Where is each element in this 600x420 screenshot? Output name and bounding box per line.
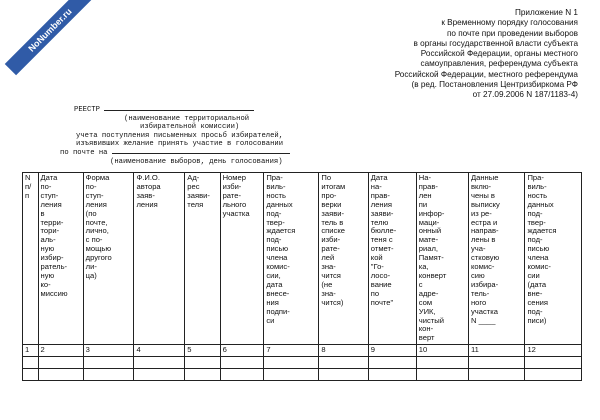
column-header-text: виль- xyxy=(527,181,547,191)
table-cell xyxy=(368,357,416,369)
column-header-text: комис- xyxy=(266,262,290,272)
column-header-text: изби- xyxy=(321,235,341,245)
table-cell xyxy=(83,369,134,381)
column-number: 7 xyxy=(264,345,319,357)
column-header-text: ного xyxy=(470,297,487,307)
registry-title: РЕЕСТР xyxy=(74,106,100,114)
column-header-text: заяви- xyxy=(370,208,394,218)
table-cell xyxy=(416,357,468,369)
column-header-text: зна- xyxy=(321,262,336,272)
commission-caption: (наименование территориальной xyxy=(124,114,250,123)
table-cell xyxy=(220,357,264,369)
column-header-text: На- xyxy=(418,173,432,182)
table-cell xyxy=(220,369,264,381)
column-header-text: ления xyxy=(136,199,158,209)
column-header-text: виль- xyxy=(266,181,286,191)
registry-heading xyxy=(60,106,300,166)
column-header-text: почте, xyxy=(85,217,108,227)
table-empty-row xyxy=(23,357,582,369)
column-header-text: ную xyxy=(40,244,55,254)
column-header-text: под- xyxy=(527,306,543,316)
column-header-text: лосо- xyxy=(370,270,391,280)
column-header-text: выписку xyxy=(470,199,500,209)
column-header-text: Памят- xyxy=(418,253,444,263)
column-header-text: списке xyxy=(321,226,345,236)
column-header-text: ко- xyxy=(40,279,51,289)
column-header-text: зна- xyxy=(321,288,336,298)
column-header-text: По xyxy=(321,173,332,182)
column-number: 6 xyxy=(220,345,264,357)
column-header-text: с xyxy=(418,279,423,289)
table-header-row xyxy=(23,173,582,345)
column-header xyxy=(319,173,368,345)
column-header xyxy=(38,173,83,345)
column-header xyxy=(468,173,524,345)
table-cell xyxy=(525,357,582,369)
commission-caption-2: избирательной комиссии) xyxy=(140,123,240,132)
table-cell xyxy=(185,357,220,369)
column-number: 3 xyxy=(83,345,134,357)
by-mail-label: по почте на xyxy=(60,148,108,157)
column-header xyxy=(23,173,39,345)
column-header-text: Дата xyxy=(40,173,58,182)
column-header-text: под- xyxy=(527,235,543,245)
column-header-text: теня с xyxy=(370,235,393,245)
column-header-text: тори- xyxy=(40,226,60,236)
column-header-text: чится xyxy=(321,270,341,280)
column-header-text: Пра- xyxy=(266,173,283,182)
column-header-text: комис- xyxy=(527,262,551,272)
column-header-text: ца) xyxy=(85,270,97,280)
column-header-text: из ре- xyxy=(470,208,492,218)
column-header-text: конверт xyxy=(418,270,447,280)
column-header-text: миссию xyxy=(40,288,68,298)
column-header-text: чится) xyxy=(321,297,344,307)
column-header-text: лен xyxy=(418,190,432,200)
appendix-line: (в ред. Постановления Центризбиркома РФ xyxy=(411,80,578,90)
column-header-text: тель в xyxy=(321,217,344,227)
column-header-text: ления xyxy=(370,199,392,209)
column-header-text: ления xyxy=(85,199,107,209)
column-header-text: изби- xyxy=(222,181,242,191)
column-header-text: Форма xyxy=(85,173,110,182)
column-header-text: тель- xyxy=(470,288,490,298)
column-header-text: п xyxy=(25,190,30,200)
column-header-text: п/ xyxy=(25,181,32,191)
column-header-text: сии xyxy=(527,270,540,280)
column-header-text: Ф.И.О. xyxy=(136,173,160,182)
column-header-text: Номер xyxy=(222,173,246,182)
column-header-text: заяв- xyxy=(136,190,155,200)
column-header-text: теля xyxy=(187,199,204,209)
table-cell xyxy=(264,369,319,381)
column-header-text: уча- xyxy=(470,244,486,254)
column-header-text: рате- xyxy=(222,190,242,200)
column-number: 4 xyxy=(134,345,185,357)
appendix-line: Приложение N 1 xyxy=(514,8,578,17)
column-header-text: льного xyxy=(222,199,247,209)
column-header xyxy=(368,173,416,345)
column-header-text: естра и xyxy=(470,217,498,227)
column-header-text: сения xyxy=(527,297,549,307)
column-header-text: в xyxy=(40,208,45,218)
column-header-text: сии, xyxy=(266,270,281,280)
column-header-text: рес xyxy=(187,181,200,191)
column-header-text: аль- xyxy=(40,235,56,245)
appendix-line: в органы государственной власти субъекта xyxy=(413,38,578,48)
column-header-text: отмет- xyxy=(370,244,394,254)
table-empty-row xyxy=(23,369,582,381)
purpose-line-1: учета поступления письменных просьб избирателей, xyxy=(76,131,284,140)
column-header-text: направ- xyxy=(470,226,499,236)
appendix-line: Российской Федерации, органы местного xyxy=(420,49,578,59)
column-header-text: мощью xyxy=(85,244,112,254)
column-header-text: писью xyxy=(266,244,289,254)
column-header-text: твер- xyxy=(527,217,546,227)
column-header-text: чистый xyxy=(418,315,444,325)
column-number: 11 xyxy=(468,345,524,357)
election-caption: (наименование выборов, день голосования) xyxy=(110,157,283,166)
column-header-text: комис- xyxy=(470,262,495,272)
column-header-text: Данные xyxy=(470,173,499,182)
purpose-line-2: изъявивших желание принять участие в голосовании xyxy=(76,140,284,149)
table-cell xyxy=(264,357,319,369)
column-header-text: сом xyxy=(418,297,433,307)
column-header-text: твер- xyxy=(266,217,285,227)
table-cell xyxy=(23,369,39,381)
column-number: 5 xyxy=(185,345,220,357)
registry-table xyxy=(22,172,582,381)
column-header-text: вклю- xyxy=(470,181,492,191)
appendix-line: Российской Федерации, местного референдума xyxy=(394,69,578,79)
column-header-text: заяви- xyxy=(321,208,344,218)
column-header-text: итогам xyxy=(321,181,346,191)
column-header-text: данных xyxy=(266,199,293,209)
column-header-text: ступ- xyxy=(85,190,104,200)
column-header-text: другого xyxy=(85,253,112,263)
column-header xyxy=(220,173,264,345)
election-blank xyxy=(112,153,290,154)
column-header xyxy=(525,173,582,345)
column-header-text: (дата xyxy=(527,279,547,289)
column-header-text: Ад- xyxy=(187,173,200,182)
column-header-text: лично, xyxy=(85,226,109,236)
column-header-text: под- xyxy=(266,208,282,218)
column-header-text: ность xyxy=(527,190,548,200)
column-header-text: кой xyxy=(370,253,383,263)
table-cell xyxy=(83,357,134,369)
appendix-line: от 27.09.2006 N 187/1183-4) xyxy=(472,90,578,100)
table-cell xyxy=(38,369,83,381)
column-number: 10 xyxy=(416,345,468,357)
appendix-note xyxy=(348,8,578,101)
column-header-text: на- xyxy=(370,181,382,191)
column-header-text: ную xyxy=(40,270,55,280)
column-header xyxy=(185,173,220,345)
column-header-text: ступ- xyxy=(40,190,59,200)
column-header xyxy=(416,173,468,345)
column-header-text: верки xyxy=(321,199,342,209)
column-header-text: заяви- xyxy=(187,190,210,200)
column-header-text: по- xyxy=(40,181,52,191)
column-header-text: по xyxy=(370,288,380,298)
column-header-text: телю xyxy=(370,217,389,227)
column-header-text: риал, xyxy=(418,244,438,254)
column-header-text: участка xyxy=(470,306,498,316)
column-header-text: данных xyxy=(527,199,554,209)
table-cell xyxy=(368,369,416,381)
watermark: NoNumber.ru xyxy=(5,0,96,75)
column-header-text: подпи- xyxy=(266,306,290,316)
column-header-text: внесе- xyxy=(266,288,290,298)
column-header-text: избир- xyxy=(40,253,64,263)
column-header-text: ления xyxy=(40,199,62,209)
column-header-text: лены в xyxy=(470,235,496,245)
column-header-text: (по xyxy=(85,208,97,218)
column-header-text: прав- xyxy=(370,190,390,200)
column-header-text: под- xyxy=(527,208,543,218)
table-cell xyxy=(319,357,368,369)
column-header-text: N xyxy=(25,173,31,182)
column-header-text: вне- xyxy=(527,288,543,298)
column-header-text: мате- xyxy=(418,235,439,245)
column-header-text: (не xyxy=(321,279,333,289)
column-header-text: ка, xyxy=(418,262,429,272)
column-header-text: терри- xyxy=(40,217,64,227)
table-cell xyxy=(468,357,524,369)
column-header-text: участка xyxy=(222,208,250,218)
column-header-text: кон- xyxy=(418,324,434,334)
column-header-text: ратель- xyxy=(40,262,68,272)
column-header-text: дата xyxy=(266,279,283,289)
by-mail-line xyxy=(60,149,300,158)
column-header-text: с по- xyxy=(85,235,103,245)
column-header-text: под- xyxy=(266,235,282,245)
column-number: 2 xyxy=(38,345,83,357)
column-header-text: по- xyxy=(85,181,97,191)
column-header-text: сию xyxy=(470,270,485,280)
column-number: 1 xyxy=(23,345,39,357)
column-header-text: маци- xyxy=(418,217,440,227)
column-header-text: чены в xyxy=(470,190,495,200)
column-header xyxy=(83,173,134,345)
column-header-text: автора xyxy=(136,181,161,191)
column-number: 8 xyxy=(319,345,368,357)
column-header-text: си xyxy=(266,315,275,325)
appendix-line: к Временному порядку голосования xyxy=(441,18,578,28)
appendix-line: самоуправления, референдума субъекта xyxy=(420,59,578,69)
column-header-text: ждается xyxy=(527,226,557,236)
column-header-text: Пра- xyxy=(527,173,544,182)
column-number: 9 xyxy=(368,345,416,357)
column-header-text: N ____ xyxy=(470,315,496,325)
column-header-text: верт xyxy=(418,333,435,343)
column-header xyxy=(264,173,319,345)
column-header xyxy=(134,173,185,345)
column-header-text: члена xyxy=(266,253,288,263)
registry-title-line xyxy=(60,106,300,115)
table-cell xyxy=(134,369,185,381)
table-cell xyxy=(38,357,83,369)
column-header-text: онный xyxy=(418,226,442,236)
column-header-text: про- xyxy=(321,190,337,200)
column-header-text: бюлле- xyxy=(370,226,397,236)
table-cell xyxy=(134,357,185,369)
table-cell xyxy=(525,369,582,381)
column-header-text: писью xyxy=(527,244,550,254)
column-header-text: инфор- xyxy=(418,208,445,218)
table-cell xyxy=(319,369,368,381)
column-header-text: стковую xyxy=(470,253,500,263)
commission-blank xyxy=(104,110,254,111)
column-header-text: рате- xyxy=(321,244,340,254)
column-header-text: члена xyxy=(527,253,549,263)
column-header-text: адре- xyxy=(418,288,439,298)
table-cell xyxy=(23,357,39,369)
column-header-text: прав- xyxy=(418,181,438,191)
column-header-text: ния xyxy=(266,297,279,307)
column-header-text: ждается xyxy=(266,226,296,236)
column-header-text: писи) xyxy=(527,315,547,325)
column-number: 12 xyxy=(525,345,582,357)
column-header-text: пи xyxy=(418,199,428,209)
column-header-text: Дата xyxy=(370,173,388,182)
appendix-line: по почте при проведении выборов xyxy=(446,28,578,38)
table-cell xyxy=(416,369,468,381)
column-header-text: УИК, xyxy=(418,306,436,316)
column-header-text: вание xyxy=(370,279,392,289)
column-header-text: лей xyxy=(321,253,335,263)
table-number-row xyxy=(23,345,582,357)
column-header-text: ли- xyxy=(85,262,97,272)
column-header-text: ность xyxy=(266,190,286,200)
table-cell xyxy=(185,369,220,381)
table-cell xyxy=(468,369,524,381)
column-header-text: почте" xyxy=(370,297,394,307)
column-header-text: избира- xyxy=(470,279,499,289)
column-header-text: "Го- xyxy=(370,262,384,272)
